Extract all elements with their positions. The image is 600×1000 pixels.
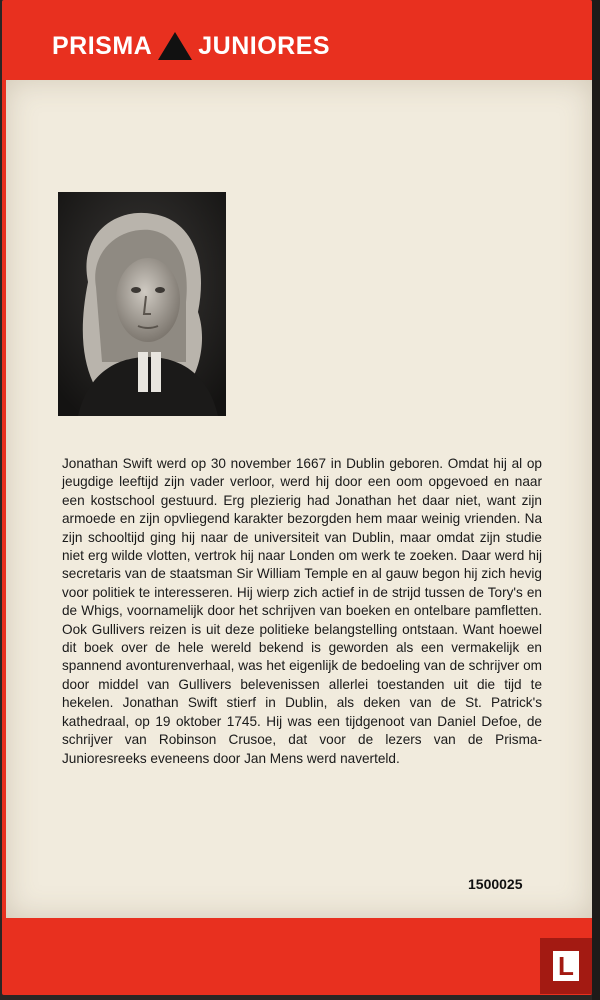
publisher-badge [540, 938, 592, 994]
series-title-juniores: JUNIORES [198, 31, 331, 60]
triangle-icon [158, 32, 192, 60]
letter-l-icon: L [553, 951, 579, 981]
catalog-number: 1500025 [468, 876, 523, 892]
portrait-icon [58, 192, 226, 416]
series-title-prisma: PRISMA [52, 31, 153, 60]
book-back-cover [2, 0, 592, 995]
cover-edge [592, 0, 600, 1000]
series-title [52, 28, 330, 64]
biography-text: Jonathan Swift werd op 30 november 1667 in Dublin geboren. Omdat hij al op jeugdige leeftijd zijn vader verloor, werd hij door een oom opgevoed en naar een kostschool gestuurd. Erg plezierig had Jonathan het daar niet, want zijn armoede en zijn opvliegend karakter bezorgden hem maar weinig vrienden. Na zijn schooltijd ging hij naar de universiteit van Dublin, maar omdat zijn studie niet erg wilde vlotten, vertrok hij naar Londen om werk te zoeken. Daar werd hij secretaris van de staatsman Sir William Temple en al gauw begon hij zich hevig voor politiek te interesseren. Hij wierp zich actief in de strijd tussen de Tory's en de Whigs, voornamelijk door het schrijven van boeken en ontelbare pamfletten. Ook Gullivers reizen is uit deze politieke belangstelling ontstaan. Want hoewel dit boek over de hele wereld bekend is geworden als een vermakelijk en spannend avonturenverhaal, was het eigenlijk de bedoeling van de schrijver om door middel van Gullivers belevenissen allerlei toestanden uit die tijd te hekelen. Jonathan Swift stierf in Dublin, als deken van de St. Patrick's kathedraal, op 19 oktober 1745. Hij was een tijdgenoot van Daniel Defoe, de schrijver van Robinson Crusoe, dat voor de lezers van de Prisma-Junioresreeks eveneens door Jan Mens werd naverteld. [62, 456, 542, 766]
